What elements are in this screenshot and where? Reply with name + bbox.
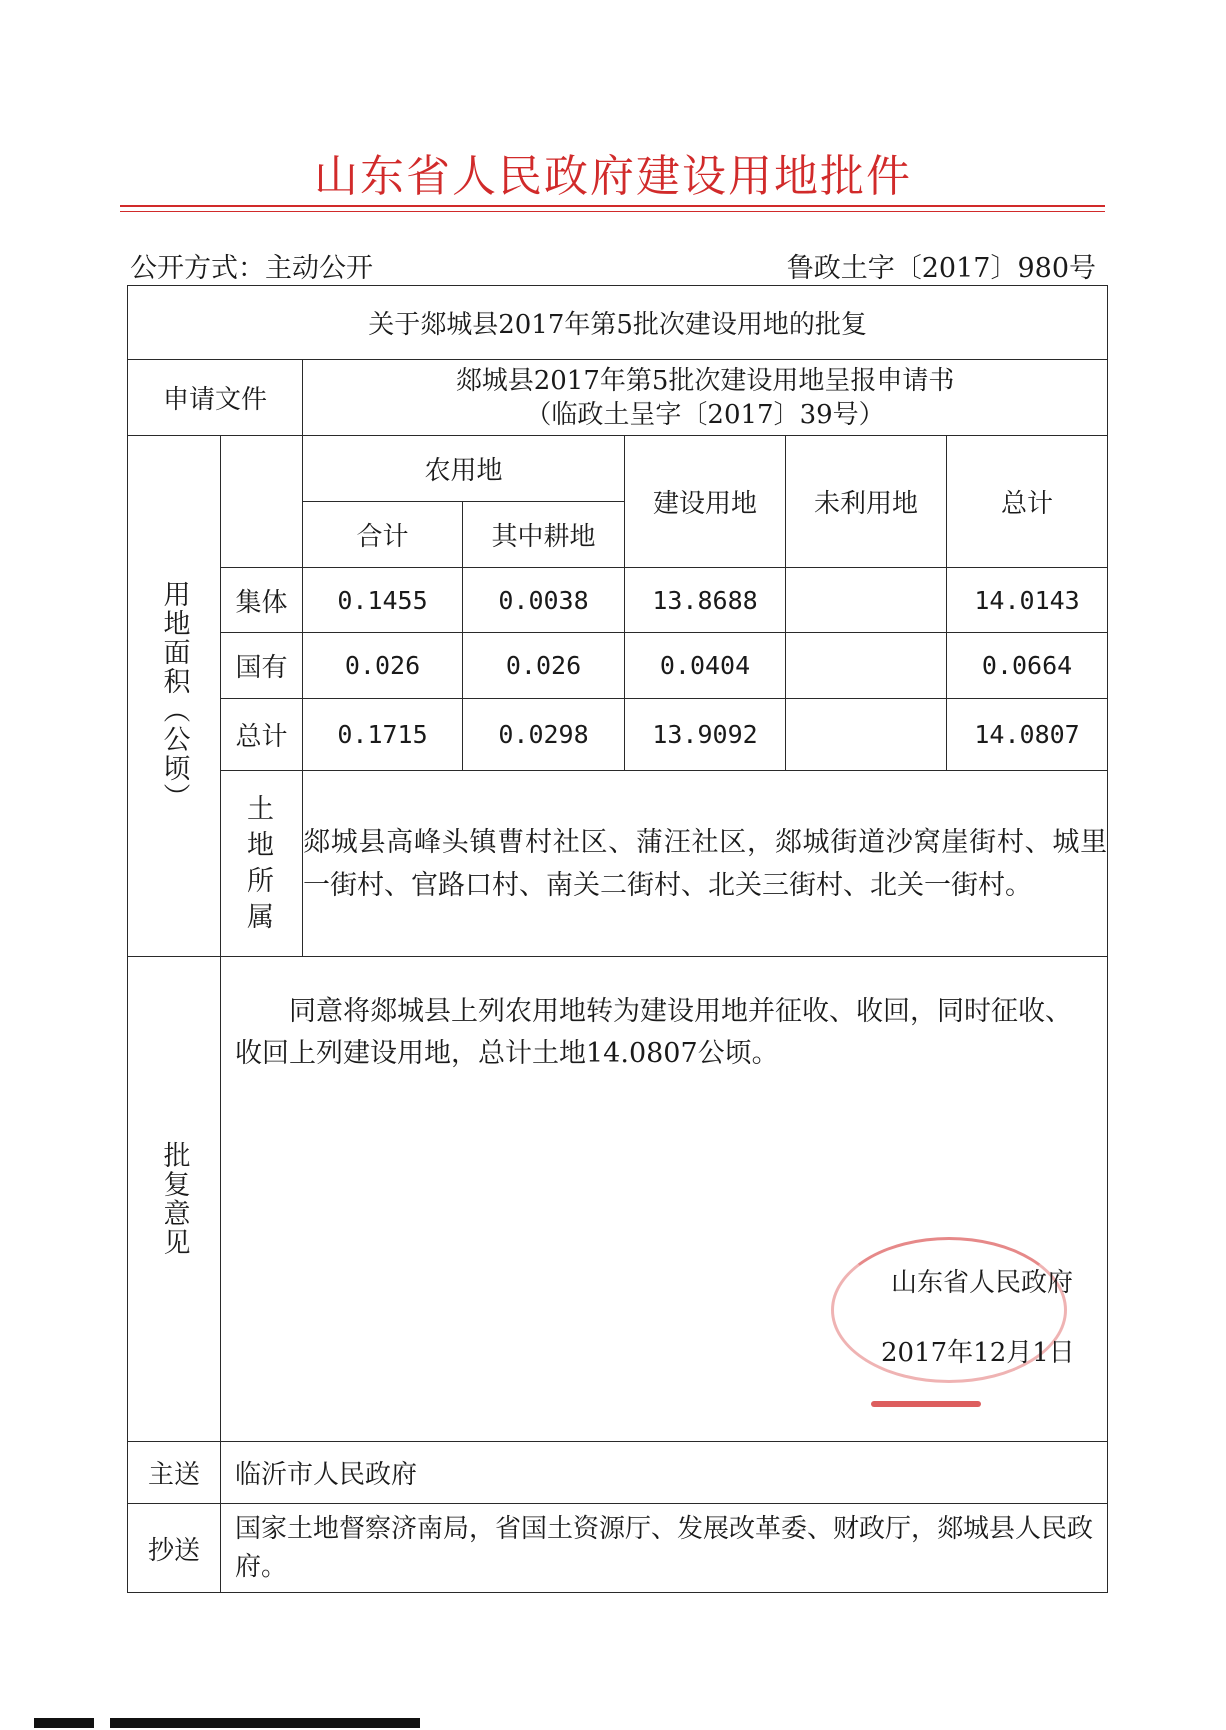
land-area-label: 用地面积（公顷）: [158, 580, 190, 812]
cell-arable: 0.026: [463, 633, 625, 699]
row-label: 集体: [221, 568, 303, 633]
ownership-label-cell: [221, 771, 303, 957]
cell-total: 0.0664: [947, 633, 1108, 699]
scan-edge-mark-right: [110, 1718, 420, 1728]
cell-subtotal: 0.1715: [303, 699, 463, 771]
opinion-label-cell: [128, 957, 221, 1442]
cell-unused: [786, 699, 947, 771]
scan-edge-mark-left: [34, 1718, 94, 1728]
send-to-label: 主送: [128, 1442, 221, 1504]
opinion-label: 批复意见: [158, 1141, 190, 1257]
opinion-text: 同意将郯城县上列农用地转为建设用地并征收、收回，同时征收、收回上列建设用地，总计土地14.0807公顷。: [235, 996, 1072, 1069]
header-arable: 其中耕地: [463, 502, 625, 568]
table-row: [128, 633, 1108, 699]
send-to-value: 临沂市人民政府: [221, 1442, 1108, 1504]
header-agricultural: 农用地: [303, 436, 625, 502]
document-title: 山东省人民政府建设用地批件: [314, 151, 912, 202]
opinion-cell: [221, 957, 1108, 1442]
land-area-label-cell: [128, 436, 221, 957]
application-label: 申请文件: [128, 360, 303, 436]
header-unused: 未利用地: [786, 436, 947, 568]
application-line-2: （临政土呈字〔2017〕39号）: [525, 399, 885, 430]
cell-unused: [786, 633, 947, 699]
cell-subtotal: 0.1455: [303, 568, 463, 633]
cc-value: 国家土地督察济南局，省国土资源厅、发展改革委、财政厅，郯城县人民政府。: [221, 1504, 1108, 1593]
cell-total: 14.0143: [947, 568, 1108, 633]
cc-label: 抄送: [128, 1504, 221, 1593]
title-rule-thick: [120, 205, 1105, 207]
cell-construction: 13.8688: [625, 568, 786, 633]
cell-arable: 0.0038: [463, 568, 625, 633]
cell-arable: 0.0298: [463, 699, 625, 771]
row-label: 总计: [221, 699, 303, 771]
signature-date: 2017年12月1日: [881, 1338, 1075, 1368]
cell-construction: 13.9092: [625, 699, 786, 771]
header-total: 总计: [947, 436, 1108, 568]
cell-subtotal: 0.026: [303, 633, 463, 699]
application-line-1: 郯城县2017年第5批次建设用地呈报申请书: [455, 365, 955, 396]
application-documents: [303, 360, 1108, 436]
reply-title: 关于郯城县2017年第5批次建设用地的批复: [128, 286, 1108, 360]
header-subtotal: 合计: [303, 502, 463, 568]
disclosure-method: 公开方式：主动公开: [130, 253, 373, 284]
approval-table: [127, 285, 1108, 1593]
cell-construction: 0.0404: [625, 633, 786, 699]
table-row: [128, 568, 1108, 633]
title-rule-thin: [120, 211, 1105, 212]
header-construction: 建设用地: [625, 436, 786, 568]
cell-total: 14.0807: [947, 699, 1108, 771]
document-number: 鲁政土字〔2017〕980号: [786, 253, 1096, 284]
table-row: [128, 699, 1108, 771]
ownership-label: 土地所属: [247, 793, 276, 933]
cell-unused: [786, 568, 947, 633]
seal-mark: [871, 1401, 981, 1407]
ownership-text: 郯城县高峰头镇曹村社区、蒲汪社区，郯城街道沙窝崖街村、城里一街村、官路口村、南关二街村、北关三街村、北关一街村。: [303, 771, 1108, 957]
row-label: 国有: [221, 633, 303, 699]
corner-cell: [221, 436, 303, 568]
signer-organization: 山东省人民政府: [891, 1268, 1074, 1298]
